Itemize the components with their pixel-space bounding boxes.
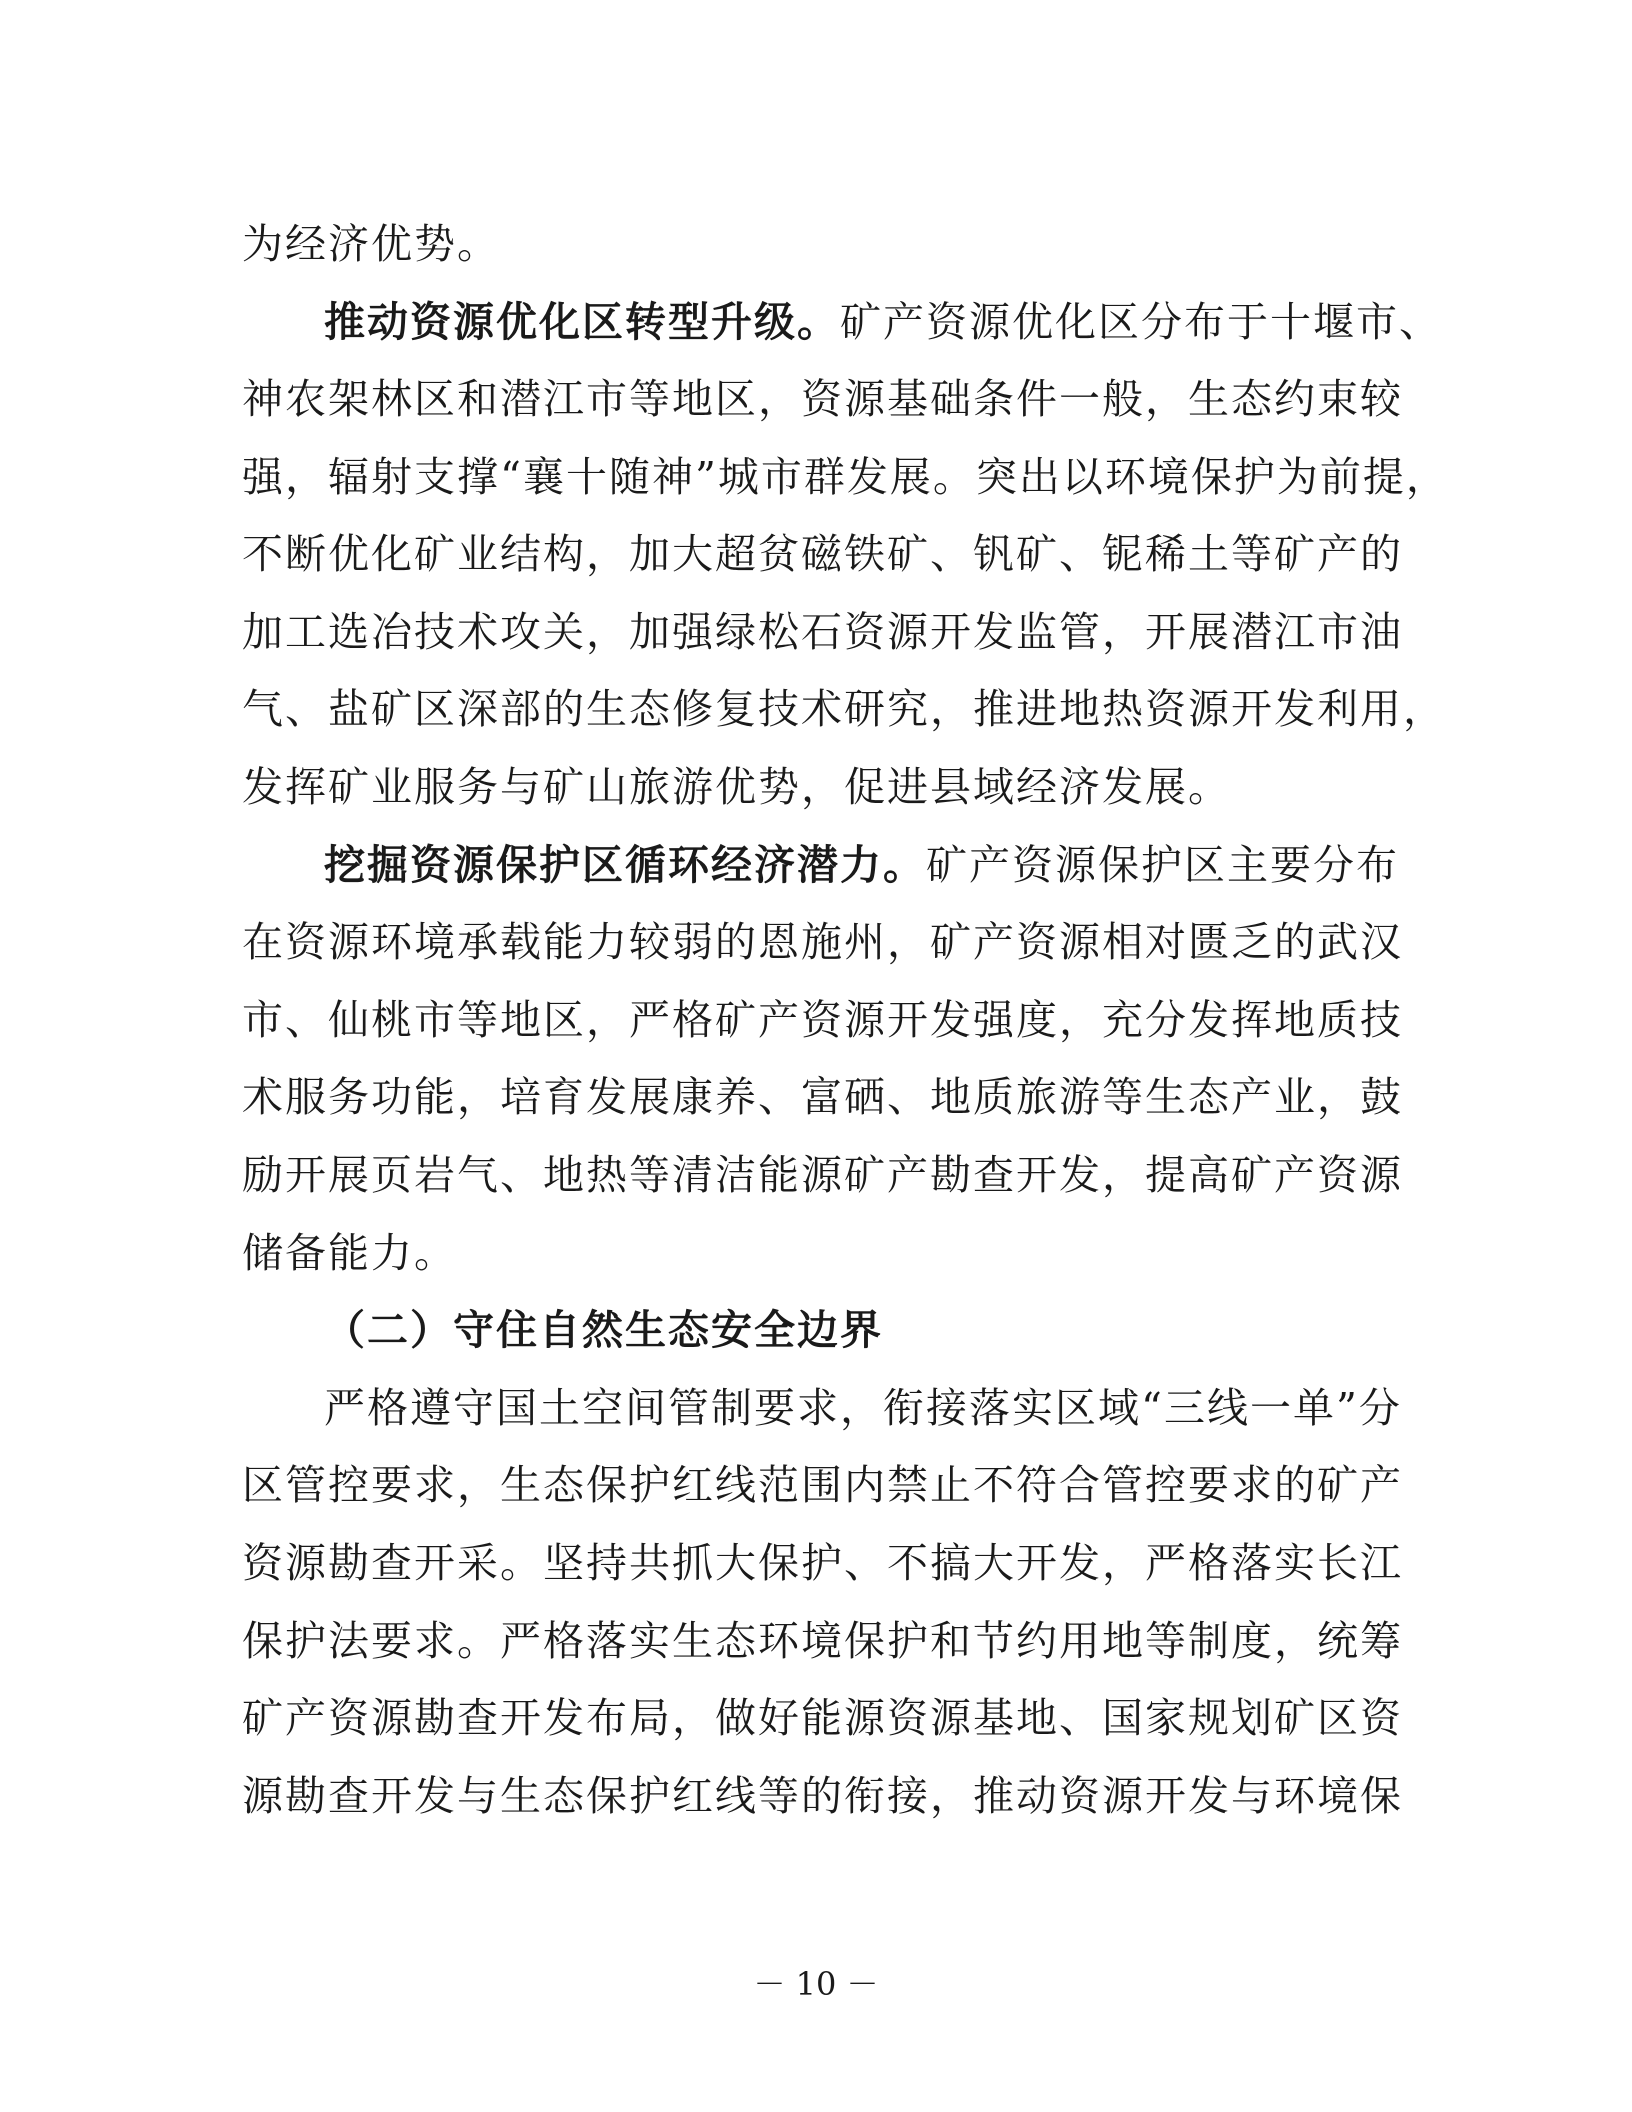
paragraph-line: 源勘查开发与生态保护红线等的衔接，推动资源开发与环境保 xyxy=(242,1772,1403,1820)
paragraph-line: 储备能力。 xyxy=(242,1229,457,1277)
paragraph-lead-heading: 挖掘资源保护区循环经济潜力。 xyxy=(324,841,926,889)
paragraph-line: 发挥矿业服务与矿山旅游优势，促进县域经济发展。 xyxy=(242,763,1231,811)
paragraph-line: 区管控要求，生态保护红线范围内禁止不符合管控要求的矿产 xyxy=(242,1461,1403,1509)
paragraph-line xyxy=(324,292,1442,352)
paragraph-line: 励开展页岩气、地热等清洁能源矿产勘查开发，提高矿产资源 xyxy=(242,1151,1403,1199)
paragraph-line: 强，辐射支撑“襄十随神”城市群发展。突出以环境保护为前提， xyxy=(242,453,1449,501)
paragraph-line: 资源勘查开采。坚持共抓大保护、不搞大开发，严格落实长江 xyxy=(242,1539,1403,1587)
paragraph-line xyxy=(324,835,1399,895)
section-heading: （二）守住自然生态安全边界 xyxy=(324,1306,883,1354)
paragraph-line: 严格遵守国土空间管制要求，衔接落实区域“三线一单”分 xyxy=(324,1384,1402,1432)
paragraph-line: 矿产资源勘查开发布局，做好能源资源基地、国家规划矿区资 xyxy=(242,1694,1403,1742)
paragraph-line: 为经济优势。 xyxy=(242,220,500,268)
paragraph-line: 气、盐矿区深部的生态修复技术研究，推进地热资源开发利用， xyxy=(242,685,1446,733)
paragraph-text: 矿产资源保护区主要分布 xyxy=(926,841,1399,889)
paragraph-line: 神农架林区和潜江市等地区，资源基础条件一般，生态约束较 xyxy=(242,375,1403,423)
paragraph-line: 加工选冶技术攻关，加强绿松石资源开发监管，开展潜江市油 xyxy=(242,608,1403,656)
paragraph-line: 保护法要求。严格落实生态环境保护和节约用地等制度，统筹 xyxy=(242,1617,1403,1665)
paragraph-line: 术服务功能，培育发展康养、富硒、地质旅游等生态产业，鼓 xyxy=(242,1073,1403,1121)
page-number: － 10 － xyxy=(753,1965,879,2003)
paragraph-line: 在资源环境承载能力较弱的恩施州，矿产资源相对匮乏的武汉 xyxy=(242,918,1403,966)
paragraph-lead-heading: 推动资源优化区转型升级。 xyxy=(324,298,840,346)
paragraph-text: 矿产资源优化区分布于十堰市、 xyxy=(840,298,1442,346)
paragraph-line: 市、仙桃市等地区，严格矿产资源开发强度，充分发挥地质技 xyxy=(242,996,1403,1044)
paragraph-line: 不断优化矿业结构，加大超贫磁铁矿、钒矿、铌稀土等矿产的 xyxy=(242,530,1403,578)
